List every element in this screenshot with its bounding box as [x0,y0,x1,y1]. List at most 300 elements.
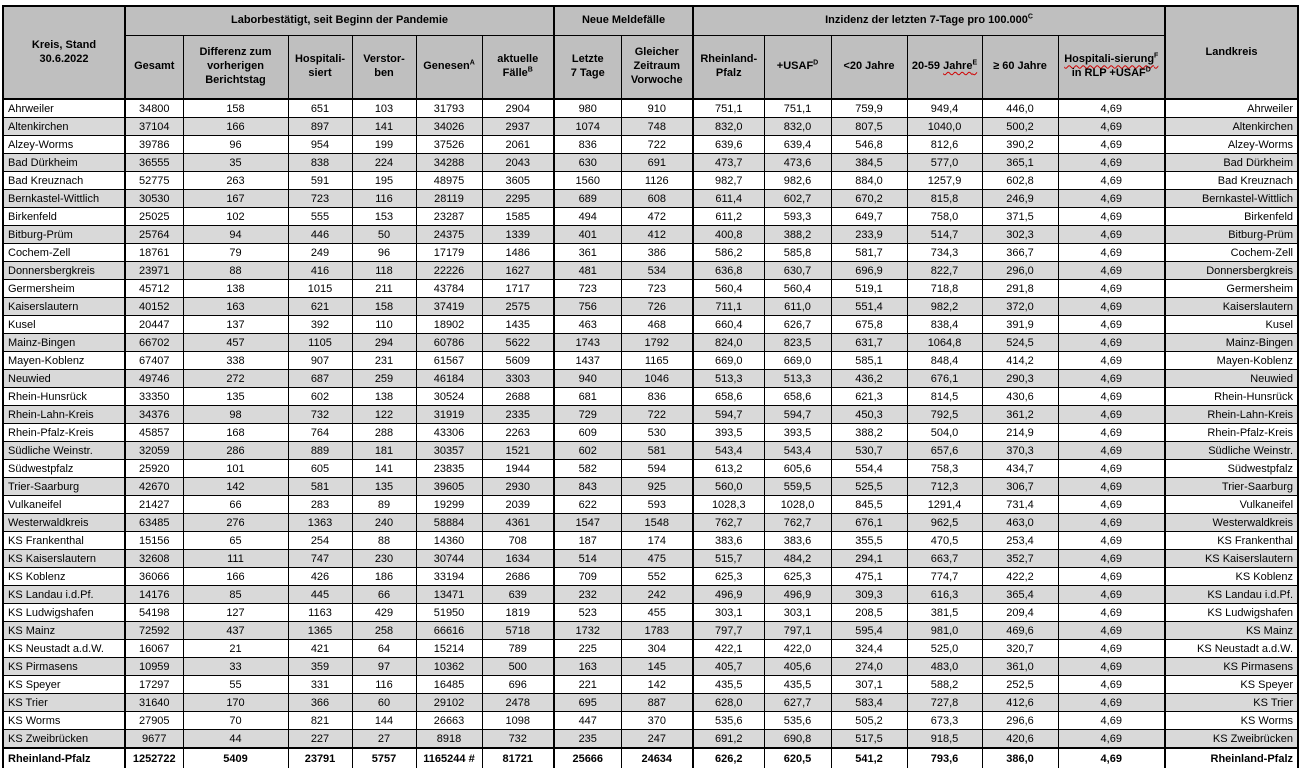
value-cell: 543,4 [693,442,764,460]
value-cell: 384,5 [831,154,907,172]
value-cell: 44 [183,730,288,749]
value-cell: 111 [183,550,288,568]
value-cell: 33194 [416,568,482,586]
value-cell: 163 [183,298,288,316]
value-cell: 42670 [125,478,183,496]
kreis-cell: Rhein-Pfalz-Kreis [3,424,125,442]
value-cell: 630 [554,154,621,172]
group-inzidenz [693,6,1165,36]
value-cell: 797,1 [764,622,831,640]
value-cell: 838 [288,154,352,172]
value-cell: 962,5 [907,514,982,532]
value-cell: 514 [554,550,621,568]
value-cell: 595,4 [831,622,907,640]
value-cell: 3605 [482,172,554,190]
value-cell: 253,4 [982,532,1058,550]
value-cell: 430,6 [982,388,1058,406]
value-cell: 845,5 [831,496,907,514]
value-cell: 63485 [125,514,183,532]
kreis-cell: Vulkaneifel [3,496,125,514]
value-cell: 541,2 [831,748,907,768]
table-row [3,99,1298,118]
value-cell: 1165244 # [416,748,482,768]
group-neue-meldefaelle: Neue Meldefälle [554,6,693,36]
value-cell: 627,7 [764,694,831,712]
value-cell: 371,5 [982,208,1058,226]
value-cell: 4,69 [1058,99,1165,118]
kreis-cell: KS Koblenz [3,568,125,586]
value-cell: 980 [554,99,621,118]
value-cell: 195 [352,172,416,190]
value-cell: 4,69 [1058,640,1165,658]
landkreis-cell: Bitburg-Prüm [1165,226,1298,244]
value-cell: 25025 [125,208,183,226]
value-cell: 469,6 [982,622,1058,640]
value-cell: 450,3 [831,406,907,424]
value-cell: 296,6 [982,712,1058,730]
value-cell: 4,69 [1058,316,1165,334]
value-cell: 1792 [621,334,693,352]
value-cell: 393,5 [764,424,831,442]
value-cell: 751,1 [764,99,831,118]
value-cell: 4,69 [1058,586,1165,604]
value-cell: 46184 [416,370,482,388]
value-cell: 122 [352,406,416,424]
value-cell: 588,2 [907,676,982,694]
value-cell: 81721 [482,748,554,768]
value-cell: 722 [621,136,693,154]
value-cell: 26663 [416,712,482,730]
value-cell: 1819 [482,604,554,622]
value-cell: 2478 [482,694,554,712]
value-cell: 814,5 [907,388,982,406]
value-cell: 2686 [482,568,554,586]
landkreis-cell: KS Zweibrücken [1165,730,1298,749]
value-cell: 66 [183,496,288,514]
value-cell: 4361 [482,514,554,532]
value-cell: 660,4 [693,316,764,334]
value-cell: 708 [482,532,554,550]
table-row [3,622,1298,640]
table-row [3,550,1298,568]
table-body [3,99,1298,768]
value-cell: 135 [183,388,288,406]
value-cell: 626,7 [764,316,831,334]
value-cell: 759,9 [831,99,907,118]
col-aktuelle-label: aktuelle Fälle [497,53,539,79]
value-cell: 386,0 [982,748,1058,768]
value-cell: 639,4 [764,136,831,154]
kreis-cell: Rhein-Lahn-Kreis [3,406,125,424]
value-cell: 5757 [352,748,416,768]
value-cell: 681 [554,388,621,406]
value-cell: 1634 [482,550,554,568]
value-cell: 145 [621,658,693,676]
value-cell: 821 [288,712,352,730]
value-cell: 696,9 [831,262,907,280]
value-cell: 94 [183,226,288,244]
group-header-row [3,6,1298,36]
value-cell: 309,3 [831,586,907,604]
value-cell: 211 [352,280,416,298]
value-cell: 981,0 [907,622,982,640]
value-cell: 24375 [416,226,482,244]
value-cell: 208,5 [831,604,907,622]
value-cell: 1521 [482,442,554,460]
value-cell: 605,6 [764,460,831,478]
value-cell: 52775 [125,172,183,190]
table-row [3,640,1298,658]
table-row [3,208,1298,226]
value-cell: 33350 [125,388,183,406]
kreis-cell: Westerwaldkreis [3,514,125,532]
value-cell: 447 [554,712,621,730]
value-cell: 519,1 [831,280,907,298]
value-cell: 388,2 [764,226,831,244]
value-cell: 1252722 [125,748,183,768]
col-letzte-line2: 7 Tage [570,67,605,79]
value-cell: 649,7 [831,208,907,226]
kreis-cell: Rhein-Hunsrück [3,388,125,406]
col-verstorben: Verstor-ben [352,36,416,100]
value-cell: 1339 [482,226,554,244]
value-cell: 66 [352,586,416,604]
value-cell: 1486 [482,244,554,262]
landkreis-header: Landkreis [1165,6,1298,99]
value-cell: 23287 [416,208,482,226]
value-cell: 631,7 [831,334,907,352]
value-cell: 1046 [621,370,693,388]
value-cell: 525,5 [831,478,907,496]
value-cell: 676,1 [907,370,982,388]
value-cell: 585,1 [831,352,907,370]
value-cell: 60 [352,694,416,712]
value-cell: 675,8 [831,316,907,334]
value-cell: 304 [621,640,693,658]
value-cell: 611,0 [764,298,831,316]
value-cell: 252,5 [982,676,1058,694]
value-cell: 657,6 [907,442,982,460]
value-cell: 4,69 [1058,406,1165,424]
value-cell: 1098 [482,712,554,730]
value-cell: 303,1 [693,604,764,622]
kreis-cell: KS Trier [3,694,125,712]
value-cell: 4,69 [1058,658,1165,676]
value-cell: 435,5 [764,676,831,694]
value-cell: 247 [621,730,693,749]
value-cell: 887 [621,694,693,712]
value-cell: 793,6 [907,748,982,768]
landkreis-cell: Bad Kreuznach [1165,172,1298,190]
value-cell: 1257,9 [907,172,982,190]
group-inzidenz-label: Inzidenz der letzten 7-Tage pro 100.000 [825,14,1028,27]
value-cell: 457 [183,334,288,352]
kreis-cell: Cochem-Zell [3,244,125,262]
value-cell: 658,6 [764,388,831,406]
value-cell: 504,0 [907,424,982,442]
value-cell: 352,7 [982,550,1058,568]
value-cell: 1015 [288,280,352,298]
value-cell: 31919 [416,406,482,424]
value-cell: 5622 [482,334,554,352]
value-cell: 118 [352,262,416,280]
value-cell: 751,1 [693,99,764,118]
value-cell: 690,8 [764,730,831,749]
value-cell: 286 [183,442,288,460]
kreis-stand-header [3,6,125,99]
landkreis-cell: KS Landau i.d.Pf. [1165,586,1298,604]
landkreis-cell: Cochem-Zell [1165,244,1298,262]
value-cell: 400,8 [693,226,764,244]
value-cell: 138 [183,280,288,298]
value-cell: 1291,4 [907,496,982,514]
value-cell: 366,7 [982,244,1058,262]
value-cell: 4,69 [1058,730,1165,749]
value-cell: 388,2 [831,424,907,442]
landkreis-cell: Alzey-Worms [1165,136,1298,154]
group-laborbestaetigt: Laborbestätigt, seit Beginn der Pandemie [125,6,554,36]
value-cell: 43306 [416,424,482,442]
footnote-d2: D [1145,66,1151,74]
value-cell: 37419 [416,298,482,316]
kreis-cell: KS Kaiserslautern [3,550,125,568]
value-cell: 307,1 [831,676,907,694]
value-cell: 722 [621,406,693,424]
value-cell: 695 [554,694,621,712]
value-cell: 910 [621,99,693,118]
value-cell: 65 [183,532,288,550]
col-rheinland-pfalz: Rheinland-Pfalz [693,36,764,100]
footnote-f: F [1154,52,1159,60]
value-cell: 1627 [482,262,554,280]
value-cell: 762,7 [693,514,764,532]
value-cell: 144 [352,712,416,730]
footnote-b: B [527,66,533,74]
value-cell: 324,4 [831,640,907,658]
value-cell: 884,0 [831,172,907,190]
value-cell: 622 [554,496,621,514]
value-cell: 723 [288,190,352,208]
value-cell: 27 [352,730,416,749]
value-cell: 925 [621,478,693,496]
value-cell: 691 [621,154,693,172]
value-cell: 551,4 [831,298,907,316]
value-cell: 381,5 [907,604,982,622]
value-cell: 560,4 [764,280,831,298]
value-cell: 543,4 [764,442,831,460]
value-cell: 514,7 [907,226,982,244]
value-cell: 605 [288,460,352,478]
table-row [3,334,1298,352]
value-cell: 530,7 [831,442,907,460]
value-cell: 472 [621,208,693,226]
kreis-cell: KS Landau i.d.Pf. [3,586,125,604]
value-cell: 1743 [554,334,621,352]
value-cell: 167 [183,190,288,208]
value-cell: 37526 [416,136,482,154]
table-header [3,6,1298,99]
value-cell: 45712 [125,280,183,298]
value-cell: 1363 [288,514,352,532]
value-cell: 732 [288,406,352,424]
value-cell: 141 [352,460,416,478]
value-cell: 361,2 [982,406,1058,424]
landkreis-cell: KS Worms [1165,712,1298,730]
value-cell: 5718 [482,622,554,640]
value-cell: 28119 [416,190,482,208]
value-cell: 577,0 [907,154,982,172]
value-cell: 758,0 [907,208,982,226]
value-cell: 889 [288,442,352,460]
value-cell: 39605 [416,478,482,496]
value-cell: 663,7 [907,550,982,568]
value-cell: 5409 [183,748,288,768]
value-cell: 4,69 [1058,442,1165,460]
value-cell: 530 [621,424,693,442]
value-cell: 4,69 [1058,496,1165,514]
value-cell: 421 [288,640,352,658]
value-cell: 517,5 [831,730,907,749]
value-cell: 1126 [621,172,693,190]
kreis-cell: Rheinland-Pfalz [3,748,125,768]
value-cell: 102 [183,208,288,226]
value-cell: 383,6 [693,532,764,550]
value-cell: 166 [183,118,288,136]
value-cell: 302,3 [982,226,1058,244]
value-cell: 235 [554,730,621,749]
value-cell: 838,4 [907,316,982,334]
value-cell: 158 [183,99,288,118]
col-20-59-jahre [907,36,982,100]
value-cell: 98 [183,406,288,424]
value-cell: 25666 [554,748,621,768]
value-cell: 37104 [125,118,183,136]
value-cell: 58884 [416,514,482,532]
value-cell: 19299 [416,496,482,514]
kreis-cell: KS Pirmasens [3,658,125,676]
value-cell: 401 [554,226,621,244]
value-cell: 174 [621,532,693,550]
value-cell: 1547 [554,514,621,532]
value-cell: 734,3 [907,244,982,262]
value-cell: 209,4 [982,604,1058,622]
value-cell: 412,6 [982,694,1058,712]
value-cell: 232 [554,586,621,604]
value-cell: 1560 [554,172,621,190]
value-cell: 116 [352,676,416,694]
value-cell: 1435 [482,316,554,334]
value-cell: 246,9 [982,190,1058,208]
kreis-cell: Mayen-Koblenz [3,352,125,370]
value-cell: 581 [621,442,693,460]
value-cell: 283 [288,496,352,514]
value-cell: 48975 [416,172,482,190]
value-cell: 1717 [482,280,554,298]
value-cell: 918,5 [907,730,982,749]
value-cell: 4,69 [1058,118,1165,136]
kreis-cell: Südwestpfalz [3,460,125,478]
value-cell: 34026 [416,118,482,136]
value-cell: 729 [554,406,621,424]
footnote-a: A [469,59,475,67]
landkreis-cell: KS Ludwigshafen [1165,604,1298,622]
landkreis-cell: KS Trier [1165,694,1298,712]
table-row [3,676,1298,694]
value-cell: 822,7 [907,262,982,280]
kreis-cell: KS Frankenthal [3,532,125,550]
value-cell: 611,2 [693,208,764,226]
value-cell: 45857 [125,424,183,442]
kreis-cell: Bad Kreuznach [3,172,125,190]
value-cell: 4,69 [1058,298,1165,316]
value-cell: 594 [621,460,693,478]
value-cell: 116 [352,190,416,208]
value-cell: 32059 [125,442,183,460]
value-cell: 513,3 [693,370,764,388]
kreis-cell: Ahrweiler [3,99,125,118]
col-20-59-prefix: 20-59 [911,60,944,73]
value-cell: 88 [352,532,416,550]
value-cell: 4,69 [1058,622,1165,640]
value-cell: 494 [554,208,621,226]
value-cell: 496,9 [693,586,764,604]
value-cell: 620,5 [764,748,831,768]
value-cell: 168 [183,424,288,442]
landkreis-cell: Vulkaneifel [1165,496,1298,514]
total-row [3,748,1298,768]
footnote-c: C [1027,13,1033,21]
value-cell: 36066 [125,568,183,586]
value-cell: 34800 [125,99,183,118]
value-cell: 254 [288,532,352,550]
value-cell: 2904 [482,99,554,118]
value-cell: 1944 [482,460,554,478]
table-row [3,514,1298,532]
kreis-cell: Kaiserslautern [3,298,125,316]
value-cell: 723 [554,280,621,298]
value-cell: 2295 [482,190,554,208]
value-cell: 181 [352,442,416,460]
value-cell: 231 [352,352,416,370]
table-row [3,244,1298,262]
landkreis-cell: Kusel [1165,316,1298,334]
value-cell: 1732 [554,622,621,640]
value-cell: 30530 [125,190,183,208]
value-cell: 138 [352,388,416,406]
value-cell: 224 [352,154,416,172]
value-cell: 4,69 [1058,532,1165,550]
value-cell: 4,69 [1058,604,1165,622]
value-cell: 32608 [125,550,183,568]
value-cell: 291,8 [982,280,1058,298]
value-cell: 505,2 [831,712,907,730]
kreis-cell: KS Worms [3,712,125,730]
value-cell: 303,1 [764,604,831,622]
value-cell: 613,2 [693,460,764,478]
value-cell: 14176 [125,586,183,604]
value-cell: 747 [288,550,352,568]
value-cell: 27905 [125,712,183,730]
table-row [3,262,1298,280]
value-cell: 484,2 [764,550,831,568]
value-cell: 625,3 [764,568,831,586]
kreis-cell: Altenkirchen [3,118,125,136]
value-cell: 240 [352,514,416,532]
landkreis-cell: Westerwaldkreis [1165,514,1298,532]
landkreis-cell: Trier-Saarburg [1165,478,1298,496]
table-row [3,604,1298,622]
value-cell: 416 [288,262,352,280]
